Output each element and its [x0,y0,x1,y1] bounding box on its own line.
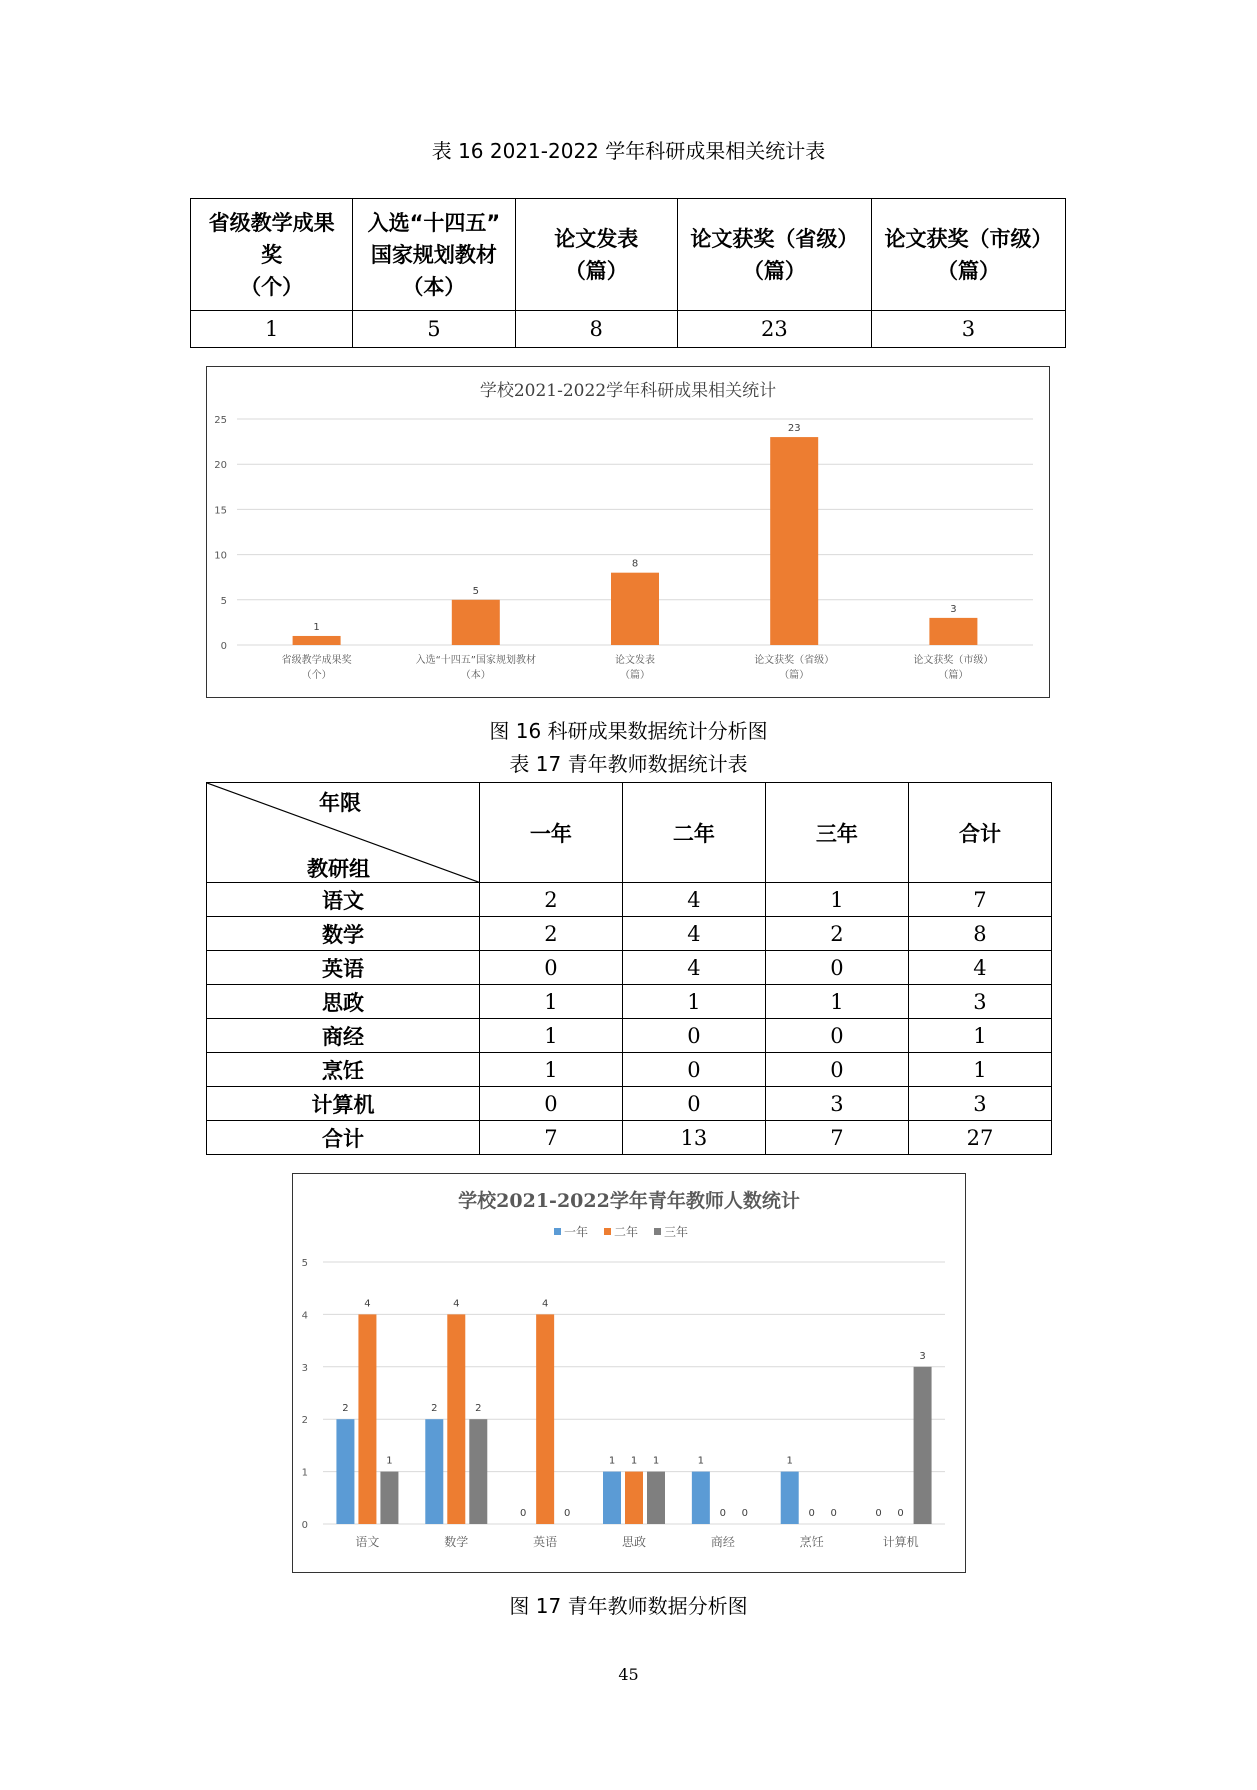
chart16-bar [452,600,500,645]
table16-header-5-line2: （篇） [936,258,1000,283]
chart17-data-label: 2 [431,1403,438,1415]
chart17-category-label: 英语 [533,1535,558,1549]
table17-cell: 0 [765,951,908,985]
figure17-caption: 图 17 青年教师数据分析图 [509,1594,748,1618]
chart17-ytick-label: 2 [301,1415,308,1427]
chart16-ytick-label: 20 [214,460,227,472]
chart17-bar [781,1472,799,1524]
table17-cell: 4 [622,883,765,917]
table17-cell: 7 [765,1121,908,1155]
chart17-data-label: 4 [453,1298,460,1310]
chart16-bar [929,618,977,645]
chart16-ytick-label: 5 [220,595,227,607]
chart17-legend-label: 二年 [614,1225,639,1239]
table17-cell: 1 [908,1019,1051,1053]
table17-row-label: 商经 [207,1019,480,1053]
chart17-data-label: 1 [630,1455,638,1467]
table17-cell: 1 [765,883,908,917]
chart16-category-label: 入选“十四五”国家规划教材 [415,655,536,666]
chart17-ytick-label: 1 [301,1467,308,1479]
table17-row-yuwen [207,883,1052,917]
table17 [206,782,1052,1155]
table17-cell: 3 [908,1087,1051,1121]
table17-cell: 2 [479,883,622,917]
chart17-data-label: 1 [386,1455,393,1467]
table17-header-2: 二年 [622,783,765,883]
table17-cell: 4 [622,917,765,951]
chart17-category-label: 商经 [710,1535,735,1549]
table17-row-pengren [207,1053,1052,1087]
table17-cell: 0 [622,1087,765,1121]
chart17-data-label: 0 [897,1508,904,1519]
table17-cell: 1 [765,985,908,1019]
chart17-ytick-label: 5 [301,1258,308,1269]
chart16-category-label: 论文发表 [615,655,655,666]
table16-header-2-line2: 国家规划教材 [370,242,497,267]
table17-cell: 27 [908,1121,1051,1155]
table17-cell: 0 [479,1087,622,1121]
table17-cell: 1 [479,1019,622,1053]
chart16-category-label: 省级教学成果奖 [281,655,352,666]
chart17-data-label: 0 [719,1508,727,1519]
chart17-bar [380,1472,398,1524]
table17-cell: 4 [622,951,765,985]
chart16-data-label: 5 [472,585,479,597]
table16-value-1: 1 [191,311,353,348]
table17-cell: 7 [908,883,1051,917]
chart17-data-label: 4 [364,1298,371,1310]
chart17-ytick-label: 3 [301,1362,308,1374]
chart16-data-label: 23 [787,423,801,435]
table17-row-shuxue [207,917,1052,951]
chart16-bar [770,437,818,645]
chart16-frame [206,366,1050,698]
table17-row-yingyu [207,951,1052,985]
table16-value-5: 3 [871,311,1065,348]
chart17-bar [358,1314,376,1524]
chart17-data-label: 0 [563,1508,571,1519]
chart17-legend-swatch [554,1228,561,1235]
chart17-category-label: 计算机 [882,1535,919,1549]
table17-row-sizheng [207,985,1052,1019]
table17-caption: 表 17 青年教师数据统计表 [509,752,748,776]
chart16-category-label: （本） [460,670,491,681]
table17-cell: 7 [479,1121,622,1155]
table17-row-label: 计算机 [207,1087,480,1121]
table17-header-4: 合计 [908,783,1051,883]
table16-header-2-line3: （本） [402,274,466,299]
page-number: 45 [618,1665,639,1684]
chart17-bar [914,1367,932,1524]
table16-header-1-line1: 省级教学成果 [208,210,335,235]
chart17-bar [603,1472,621,1524]
chart17-ytick-label: 4 [301,1310,308,1322]
table17-row-jisuanji [207,1087,1052,1121]
chart16-bar [611,573,659,645]
table16-header-5 [871,199,1065,311]
table17-row-label: 数学 [207,917,480,951]
table17-row-label: 烹饪 [207,1053,480,1087]
table16-value-4: 23 [677,311,871,348]
table16-header-2 [353,199,515,311]
chart16-category-label: （篇） [938,670,969,681]
chart17-data-label: 4 [541,1298,549,1310]
chart17-data-label: 0 [875,1508,882,1519]
chart17-data-label: 0 [519,1508,527,1519]
chart17-legend-swatch [604,1228,611,1235]
chart16-ytick-label: 15 [214,505,227,517]
chart16-title: 学校2021-2022学年科研成果相关统计 [479,381,777,401]
table16-value-2: 5 [353,311,515,348]
chart17-frame [292,1173,966,1573]
table17-cell: 1 [479,1053,622,1087]
chart16-category-label: （个） [301,670,332,681]
chart16-category-label: 论文获奖（市级） [913,655,994,666]
table17-header-3: 三年 [765,783,908,883]
table17-cell: 0 [479,951,622,985]
table16-header-3-line1: 论文发表 [554,226,639,251]
chart17-data-label: 0 [741,1508,749,1519]
table17-row-label: 合计 [207,1121,480,1155]
table16-value-3: 8 [515,311,677,348]
chart17-data-label: 2 [475,1403,482,1415]
chart17-category-label: 数学 [444,1535,469,1549]
table17-cell: 2 [765,917,908,951]
chart16-data-label: 3 [950,603,957,615]
table17-row-label: 语文 [207,883,480,917]
table17-cell: 3 [908,985,1051,1019]
table16-value-row [191,311,1066,348]
chart17-data-label: 2 [342,1403,349,1415]
chart17-data-label: 1 [697,1455,705,1467]
chart17-legend-label: 一年 [564,1225,589,1239]
table17-row-shangjing [207,1019,1052,1053]
table17-cell: 0 [765,1019,908,1053]
table16-header-4-line2: （篇） [742,258,806,283]
table16-caption: 表 16 2021-2022 学年科研成果相关统计表 [431,139,826,163]
chart17-category-label: 思政 [621,1535,647,1549]
table17-cell: 0 [622,1053,765,1087]
table17-cell: 1 [622,985,765,1019]
table17-cell: 1 [479,985,622,1019]
table16-header-1 [191,199,353,311]
table17-cell: 2 [479,917,622,951]
chart17-category-label: 语文 [355,1535,380,1549]
figure16-caption: 图 16 科研成果数据统计分析图 [489,719,768,743]
table17-cell: 0 [765,1053,908,1087]
chart16-data-label: 8 [631,558,639,570]
table17-cell: 8 [908,917,1051,951]
chart17-bar [625,1472,643,1524]
table17-row-total [207,1121,1052,1155]
table17-corner-top: 年限 [319,791,361,815]
chart17-data-label: 1 [608,1455,616,1467]
table17-cell: 0 [622,1019,765,1053]
table16-header-4-line1: 论文获奖（省级） [690,226,859,251]
chart17-title: 学校2021-2022学年青年教师人数统计 [458,1190,800,1212]
chart16-data-label: 1 [313,621,320,633]
table17-cell: 1 [908,1053,1051,1087]
chart17-bar [469,1419,487,1524]
table17-row-label: 思政 [207,985,480,1019]
table17-corner-bottom: 教研组 [307,857,370,881]
chart17-legend-swatch [654,1228,661,1235]
chart17-bar [447,1314,465,1524]
chart17-bar [536,1314,554,1524]
table17-cell: 4 [908,951,1051,985]
table16-header-5-line1: 论文获奖（市级） [884,226,1053,251]
chart16-category-label: 论文获奖（省级） [754,655,835,666]
table17-header-row [207,783,1052,883]
chart16-ytick-label: 0 [220,641,227,652]
table16-header-1-line3: （个） [240,274,304,299]
chart16-category-label: （篇） [620,670,650,681]
chart17-bar [425,1419,443,1524]
chart16-category-label: （篇） [779,670,810,681]
chart17-ytick-label: 0 [301,1520,308,1531]
chart17-bar [692,1472,710,1524]
chart17-data-label: 0 [830,1508,837,1519]
table17-cell: 13 [622,1121,765,1155]
chart16-ytick-label: 10 [214,550,227,562]
chart17 [293,1174,965,1572]
chart17-data-label: 1 [786,1455,793,1467]
table16-header-row [191,199,1066,311]
table16-header-4 [677,199,871,311]
table17-row-label: 英语 [207,951,480,985]
chart17-legend-label: 三年 [664,1225,689,1239]
chart16-ytick-label: 25 [214,415,227,426]
table16-header-3-line2: （篇） [564,258,628,283]
table17-corner-cell [207,783,480,883]
chart17-data-label: 3 [919,1350,926,1362]
chart16-bar [293,636,341,645]
chart17-category-label: 烹饪 [799,1535,824,1549]
chart17-bar [647,1472,665,1524]
chart17-data-label: 0 [808,1508,815,1519]
table17-header-1: 一年 [479,783,622,883]
table16-header-3 [515,199,677,311]
table17-cell: 3 [765,1087,908,1121]
table16-header-2-line1: 入选“十四五” [367,210,501,235]
chart16 [207,367,1049,697]
table16 [190,198,1066,348]
chart17-bar [336,1419,354,1524]
chart17-data-label: 1 [652,1455,660,1467]
table16-header-1-line2: 奖 [261,242,283,267]
